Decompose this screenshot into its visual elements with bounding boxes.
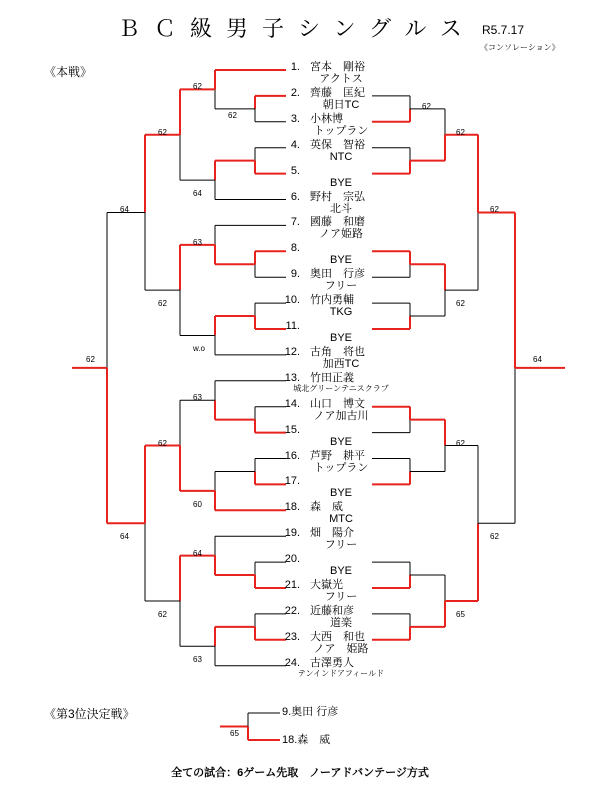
team-name: ノア加古川 <box>313 409 369 422</box>
match-score: 62 <box>158 127 167 137</box>
player-name: 野村 宗弘 <box>310 190 365 203</box>
player-name: 齊藤 匡紀 <box>310 86 365 99</box>
footer-note: 全ての試合：6ゲーム先取 ノーアドバンテージ方式 <box>171 767 429 779</box>
team-name: BYE <box>329 487 352 500</box>
match-score: 65 <box>456 609 465 619</box>
team-name: 道楽 <box>330 616 352 629</box>
match-score: 62 <box>158 609 167 619</box>
player-name: 山口 博文 <box>310 397 365 410</box>
entry-number: 1. <box>290 61 300 73</box>
match-score: 62 <box>456 127 465 137</box>
team-name: 加西TC <box>322 357 360 370</box>
match-score: 62 <box>422 101 431 111</box>
entry-number: 7. <box>290 216 300 229</box>
match-score: 64 <box>193 548 202 558</box>
team-name: BYE <box>329 565 352 578</box>
page-title: ＢＣ級男子シングルス <box>118 16 476 41</box>
match-score: 64 <box>120 532 129 542</box>
entry-number: 14. <box>284 397 300 410</box>
entry-number: 9. <box>290 268 300 281</box>
third-place-player-1: 9.奥田 行彦 <box>282 706 339 718</box>
team-name: BYE <box>329 254 352 267</box>
player-name: 大西 和也 <box>310 630 365 643</box>
date-label: R5.7.17 <box>482 23 525 37</box>
player-name: 古澤勇人 <box>310 656 354 669</box>
match-score: 62 <box>158 438 167 448</box>
match-score: 62 <box>86 354 95 364</box>
entry-number: 13. <box>284 371 300 384</box>
team-name: 朝日TC <box>322 98 360 111</box>
team-name: 北斗 <box>330 202 352 215</box>
team-name: テンインドアフィールド <box>297 668 385 678</box>
player-name: 森 威 <box>310 501 343 514</box>
match-score: 63 <box>193 237 202 247</box>
entry-number: 5. <box>290 164 300 177</box>
third-place-player-2: 18.森 威 <box>282 734 331 746</box>
third-place-label: 《第3位決定戦》 <box>44 707 135 721</box>
team-name: トップラン <box>313 124 369 137</box>
player-name: 大嶽光 <box>310 579 343 591</box>
entry-number: 8. <box>290 242 300 255</box>
entry-number: 19. <box>284 527 300 540</box>
entry-number: 18. <box>284 501 300 514</box>
match-score: 62 <box>456 299 465 309</box>
team-name: ノア姫路 <box>319 228 363 241</box>
team-name: フリー <box>324 591 358 603</box>
player-name: 宮本 剛裕 <box>310 61 365 73</box>
main-draw-label: 《本戦》 <box>44 65 93 79</box>
team-name: TKG <box>329 306 353 319</box>
match-score: 62 <box>228 110 237 120</box>
team-name: フリー <box>324 280 358 293</box>
player-name: 英保 智裕 <box>310 138 365 151</box>
entry-number: 16. <box>284 449 300 462</box>
entry-number: 10. <box>284 294 300 307</box>
team-name: BYE <box>329 332 352 344</box>
entry-number: 20. <box>284 553 300 566</box>
venue-label: 《コンソレーション》 <box>480 43 560 52</box>
entry-number: 23. <box>284 630 300 643</box>
entry-number: 11. <box>285 320 300 332</box>
player-name: 竹内勇輔 <box>310 294 354 307</box>
player-name: 小林博 <box>310 112 343 125</box>
player-name: 畑 陽介 <box>310 527 354 540</box>
entry-number: 15. <box>284 423 300 436</box>
team-name: NTC <box>329 150 353 163</box>
player-name: 奥田 行彦 <box>310 268 365 281</box>
match-score: 60 <box>193 499 202 509</box>
entry-number: 12. <box>284 345 300 358</box>
team-name: 城北グリーンテニスクラブ <box>293 383 389 393</box>
match-score: 64 <box>533 354 542 364</box>
team-name: ノア 姫路 <box>313 642 369 655</box>
entry-number: 3. <box>290 112 300 125</box>
team-name: BYE <box>329 176 352 189</box>
match-score: 62 <box>490 532 499 542</box>
entry-number: 21. <box>284 579 300 591</box>
player-name: 芦野 耕平 <box>310 449 365 462</box>
match-score: w.o <box>193 344 206 354</box>
entry-number: 22. <box>284 604 300 617</box>
match-score: 63 <box>193 655 202 665</box>
entry-number: 4. <box>290 138 300 151</box>
entry-number: 24. <box>284 656 300 669</box>
player-name: 國藤 和磨 <box>310 216 365 229</box>
entry-number: 6. <box>290 190 300 203</box>
match-score: 62 <box>456 438 465 448</box>
match-score: 62 <box>158 299 167 309</box>
team-name: トップラン <box>313 461 369 474</box>
match-score: 63 <box>193 393 202 403</box>
team-name: フリー <box>324 539 358 552</box>
match-score: 62 <box>490 205 499 215</box>
player-name: 竹田正義 <box>310 371 354 384</box>
team-name: アクトス <box>319 73 363 85</box>
team-name: MTC <box>329 513 353 526</box>
player-name: 近藤和彦 <box>310 604 354 617</box>
third-place-score: 65 <box>230 729 239 738</box>
team-name: BYE <box>329 435 352 448</box>
match-score: 62 <box>193 82 202 92</box>
entry-number: 17. <box>284 475 300 488</box>
match-score: 64 <box>193 189 202 199</box>
player-name: 古角 将也 <box>310 345 365 358</box>
entry-number: 2. <box>290 86 300 99</box>
match-score: 64 <box>120 205 129 215</box>
